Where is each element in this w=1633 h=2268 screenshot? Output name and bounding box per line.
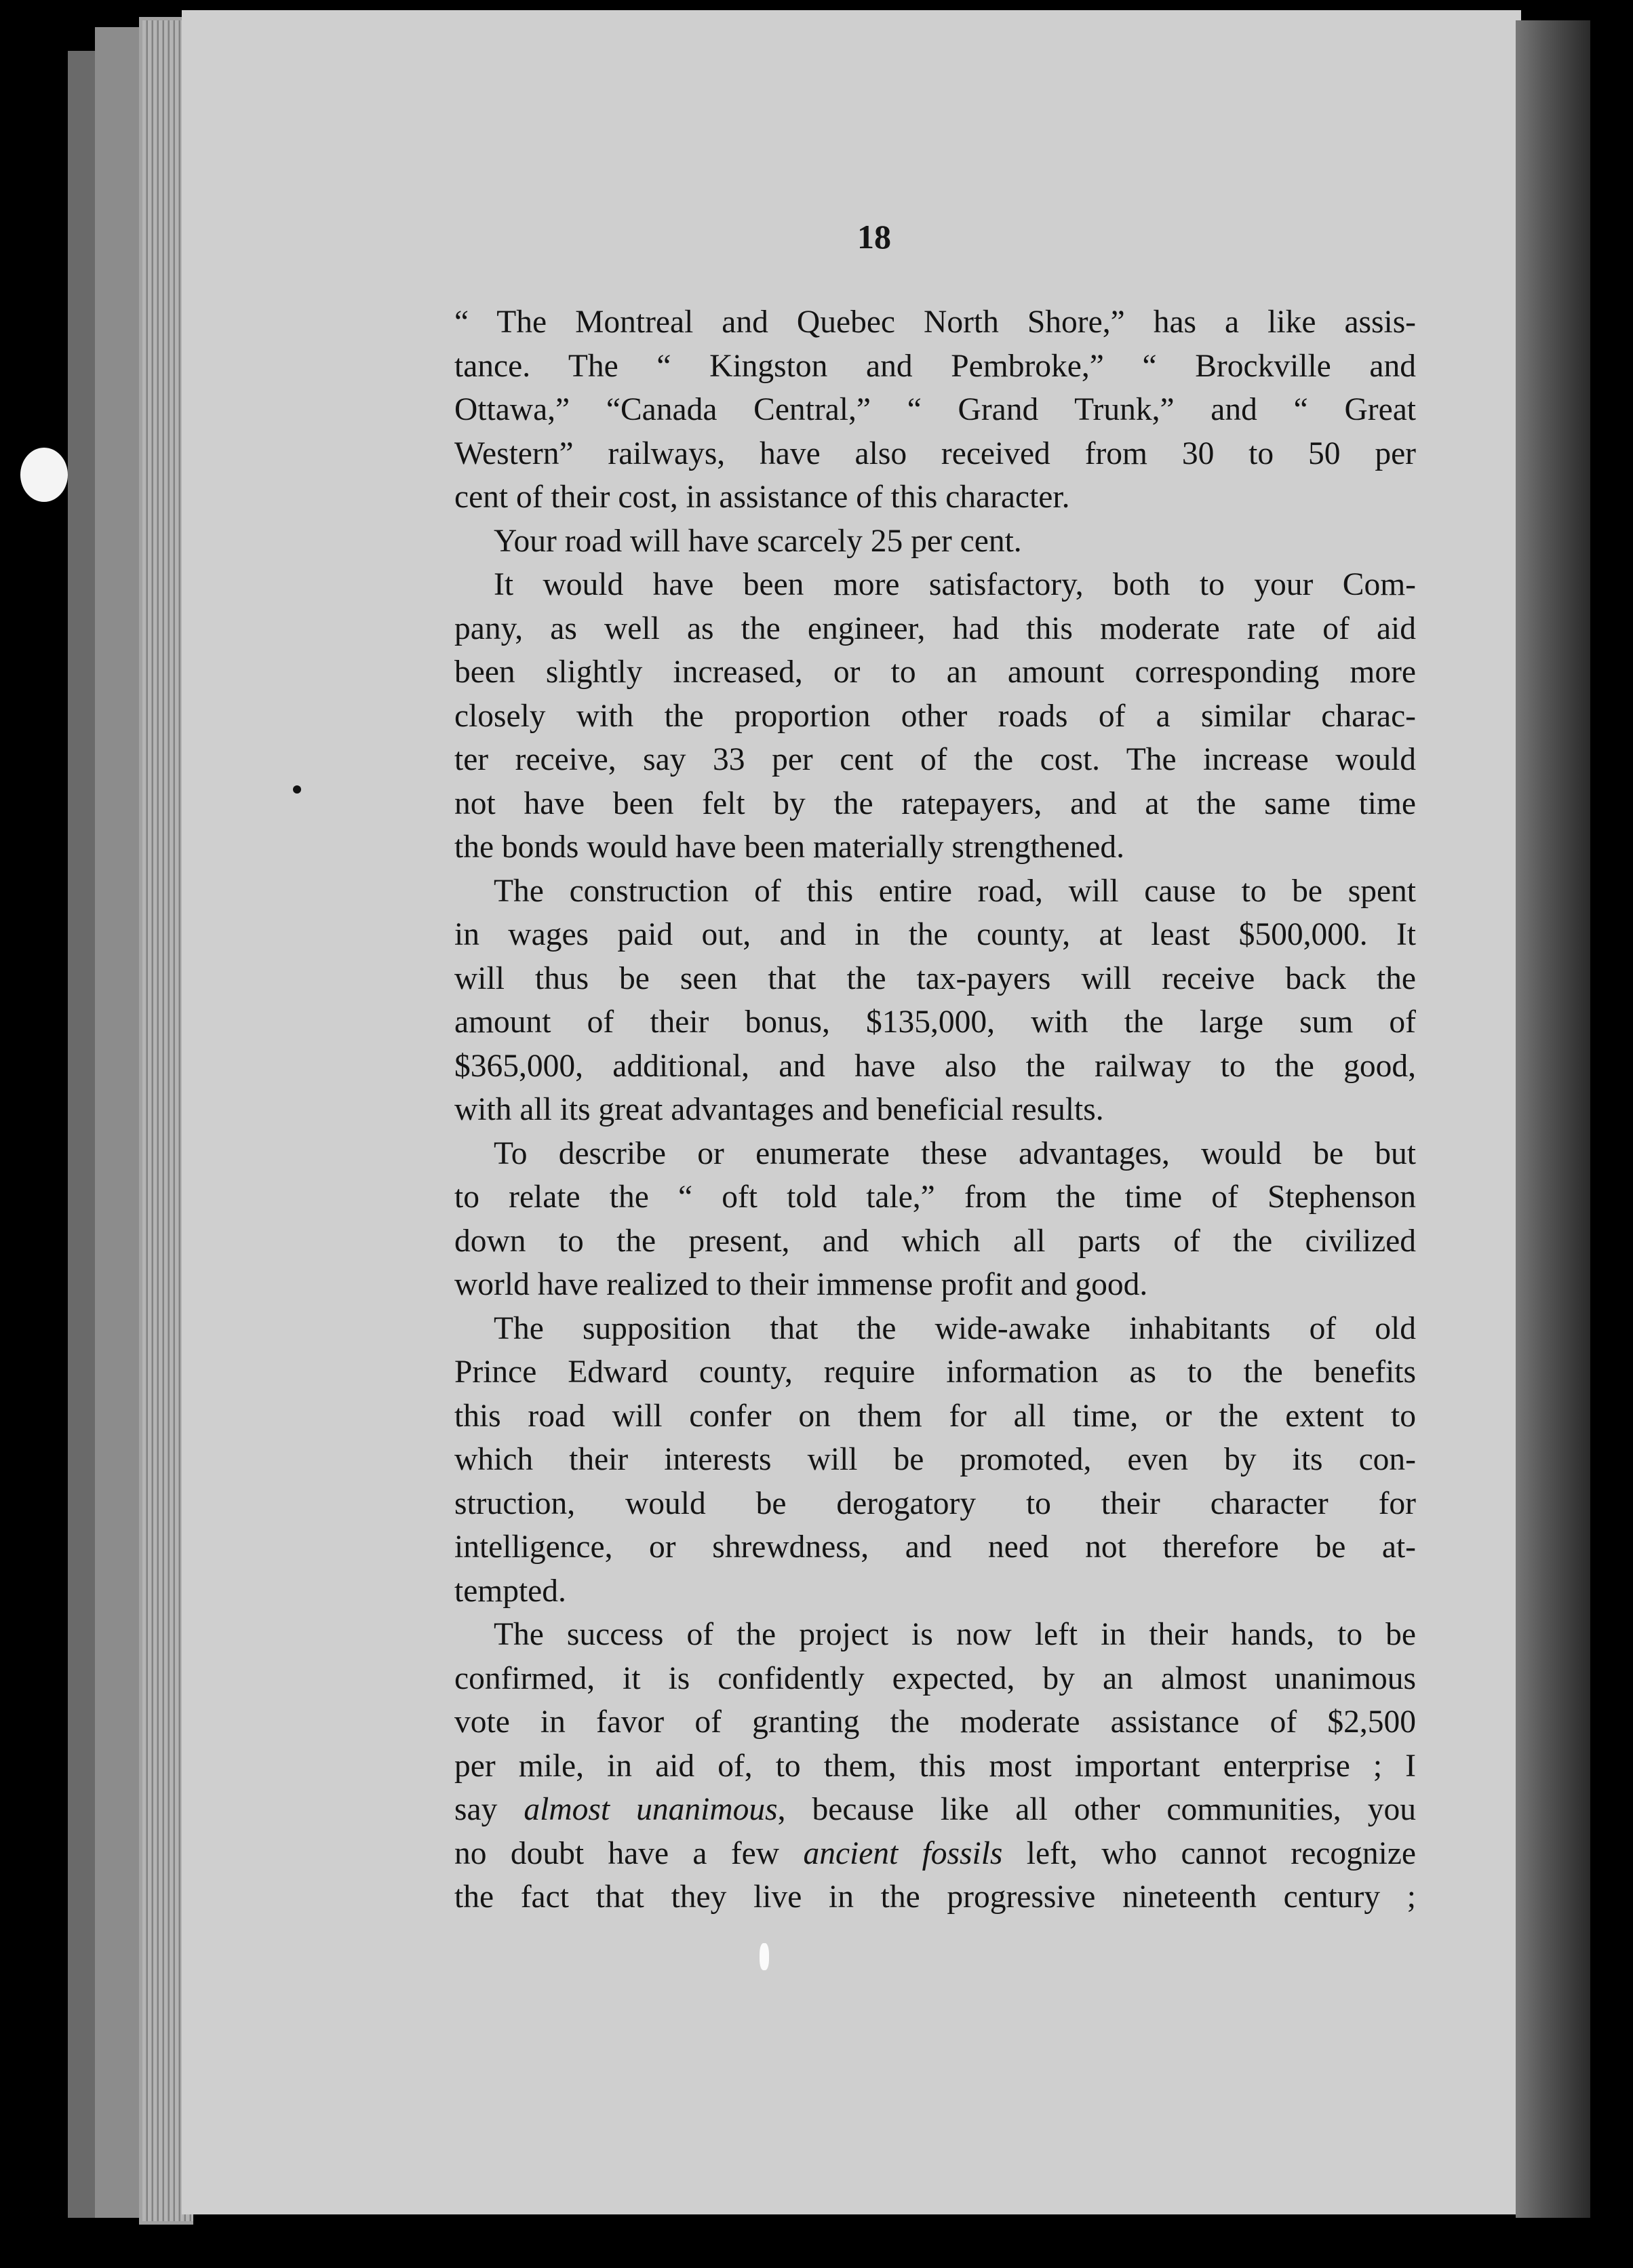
text-line: Your road will have scarcely 25 per cent.	[494, 523, 1022, 559]
text-line: the fact that they live in the progressive nineteenth century ;	[454, 1879, 1416, 1915]
text-line: confirmed, it is confidently expected, by an almost unanimous	[454, 1660, 1416, 1696]
text-line: It would have been more satisfactory, both to your Com-	[494, 567, 1416, 602]
text-line: which their interests will be promoted, even by its con-	[454, 1442, 1416, 1477]
text-line: ter receive, say 33 per cent of the cost. The increase would	[454, 742, 1416, 777]
paragraph-6	[454, 1307, 1416, 1614]
text-line: this road will confer on them for all time, or the extent to	[454, 1398, 1416, 1434]
text-line: The construction of this entire road, will cause to be spent	[494, 873, 1416, 909]
text-line	[454, 1788, 1416, 1832]
text-line: tance. The “ Kingston and Pembroke,” “ Brockville and	[454, 348, 1416, 384]
scan-speck	[20, 448, 68, 502]
text-line: Western” railways, have also received from 30 to 50 per	[454, 435, 1416, 471]
page-edge-middle	[95, 27, 142, 2218]
italic-phrase: ancient fossils	[803, 1835, 1003, 1871]
page-gutter-shadow	[1516, 20, 1590, 2218]
text-line: with all its great advantages and beneficial results.	[454, 1092, 1104, 1127]
text-line: cent of their cost, in assistance of this character.	[454, 480, 1070, 515]
body-text	[454, 300, 1416, 1919]
text-line: To describe or enumerate these advantages, would be but	[494, 1135, 1416, 1171]
paragraph-5	[454, 1132, 1416, 1307]
scan-speck	[760, 1943, 769, 1970]
text-line	[454, 1832, 1416, 1876]
text-line: to relate the “ oft told tale,” from the time of Stephenson	[454, 1179, 1416, 1215]
paragraph-3	[454, 563, 1416, 869]
page-number: 18	[857, 218, 891, 256]
text-line: not have been felt by the ratepayers, and at the same time	[454, 785, 1416, 821]
text-line: struction, would be derogatory to their character for	[454, 1485, 1416, 1521]
text-line: the bonds would have been materially strengthened.	[454, 829, 1124, 865]
text-line: per mile, in aid of, to them, this most important enterprise ; I	[454, 1748, 1416, 1784]
text-line: The supposition that the wide-awake inhabitants of old	[494, 1310, 1416, 1346]
text-run: say	[454, 1792, 524, 1827]
italic-phrase: almost unanimous	[524, 1792, 778, 1827]
text-line: $365,000, additional, and have also the railway to the good,	[454, 1048, 1416, 1084]
text-line: world have realized to their immense profit and good.	[454, 1267, 1148, 1302]
paragraph-2	[454, 520, 1416, 564]
text-line: will thus be seen that the tax-payers will receive back the	[454, 960, 1416, 996]
paragraph-7	[454, 1613, 1416, 1919]
text-line: vote in favor of granting the moderate assistance of $2,500	[454, 1704, 1416, 1740]
text-line: been slightly increased, or to an amount corresponding more	[454, 654, 1416, 690]
paragraph-4	[454, 869, 1416, 1132]
text-line: Prince Edward county, require information as to the benefits	[454, 1354, 1416, 1390]
ink-dot	[293, 785, 301, 794]
text-line: amount of their bonus, $135,000, with the large sum of	[454, 1004, 1416, 1040]
text-run: left, who cannot recognize	[1002, 1835, 1417, 1871]
text-line: tempted.	[454, 1573, 566, 1609]
text-line: Ottawa,” “Canada Central,” “ Grand Trunk,” and “ Great	[454, 392, 1416, 427]
text-line: closely with the proportion other roads of a similar charac-	[454, 698, 1416, 734]
text-line: pany, as well as the engineer, had this moderate rate of aid	[454, 610, 1416, 646]
text-line: down to the present, and which all parts of the civilized	[454, 1223, 1416, 1259]
text-line: in wages paid out, and in the county, at least $500,000. It	[454, 917, 1416, 952]
paragraph-1	[454, 300, 1416, 520]
text-line: intelligence, or shrewdness, and need not therefore be at-	[454, 1529, 1416, 1565]
text-run: no doubt have a few	[454, 1835, 804, 1871]
text-line: The success of the project is now left in their hands, to be	[494, 1617, 1416, 1652]
text-line: “ The Montreal and Quebec North Shore,” has a like assis-	[454, 305, 1416, 340]
text-run: , because like all other communities, you	[777, 1792, 1416, 1827]
page-edge-outer	[68, 51, 95, 2218]
